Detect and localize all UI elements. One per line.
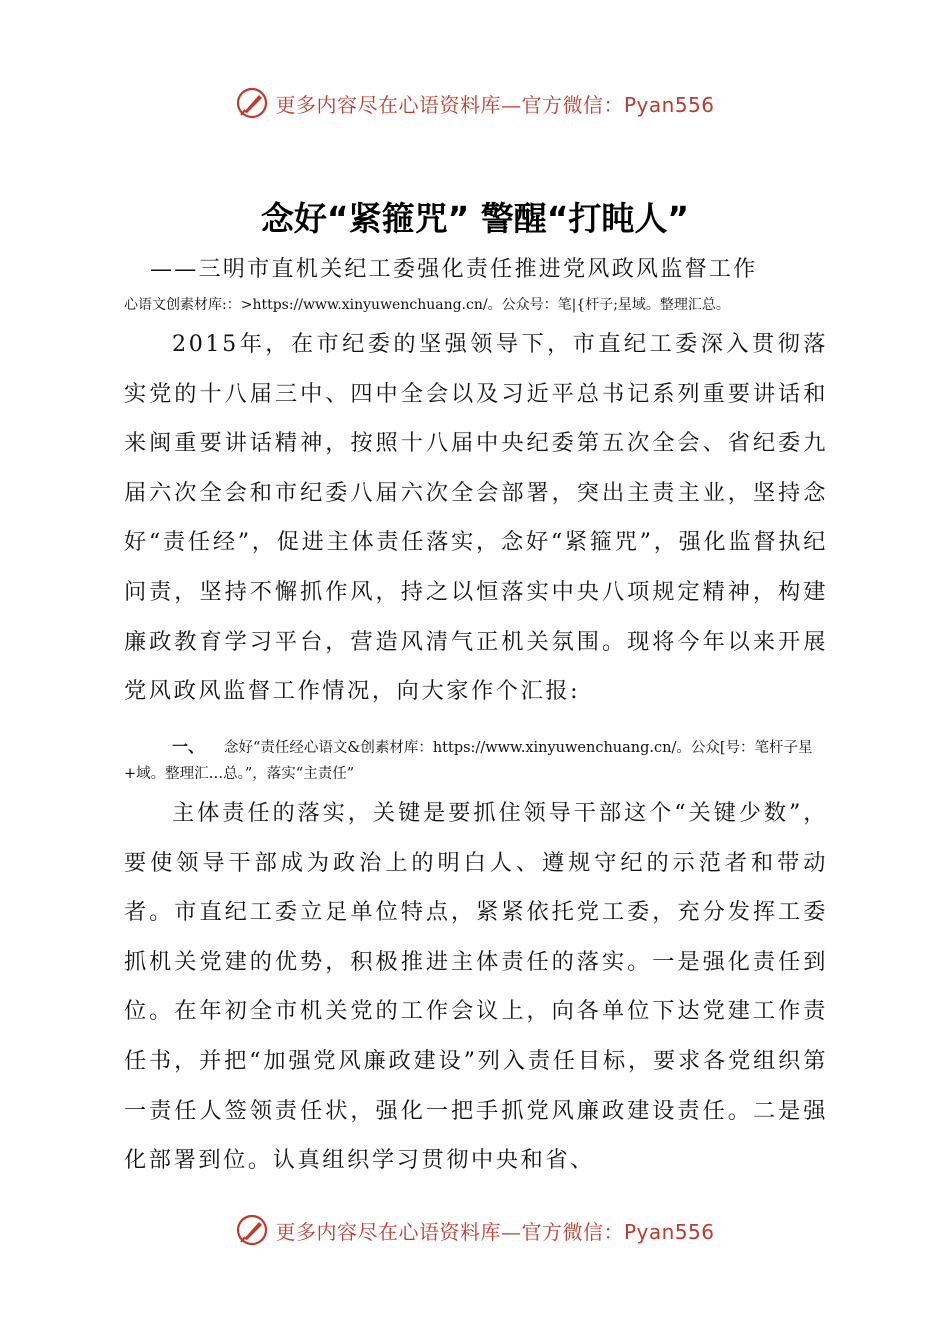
document-subtitle: ——三明市直机关纪工委强化责任推进党风政风监督工作: [150, 257, 758, 282]
section-heading-text: 念好“责任经心语文&创素材库：https://www.xinyuwenchuang.cn/。公众[号：笔杆子星+域。整理汇…总。”，落实“主责任”: [124, 740, 813, 782]
banner-wechat-id: Pyan556: [623, 1219, 715, 1244]
banner-wechat-id: Pyan556: [623, 92, 715, 117]
body-paragraph-2: 主体责任的落实，关键是要抓住领导干部这个“关键少数”，要使领导干部成为政治上的明白人、遵规守纪的示范者和带动者。市直纪工委立足单位特点，紧紧依托党工委，充分发挥工委抓机关党建的优势，积极推进主体责任的落实。一是强化责任到位。在年初全市机关党的工作会议上，向各单位下达党建工作责任书，并把“加强党风廉政建设”列入责任目标，要求各党组织第一责任人签领责任状，强化一把手抓党风廉政建设责任。二是强化部署到位。认真组织学习贯彻中央和省、: [124, 800, 828, 1174]
section-heading-1: [124, 734, 828, 787]
footer-banner: [0, 1210, 950, 1250]
document-title: 念好“紧箍咒” 警醒“打盹人”: [260, 199, 690, 238]
body-paragraph-1: 2015年，在市纪委的坚强领导下，市直纪工委深入贯彻落实党的十八届三中、四中全会以及习近平总书记系列重要讲话和来闽重要讲话精神，按照十八届中央纪委第五次全会、省纪委九届六次全会和市纪委八届六次全会部署，突出主责主业，坚持念好“责任经”，促进主体责任落实，念好“紧箍咒”，强化监督执纪问责，坚持不懈抓作风，持之以恒落实中央八项规定精神，构建廉政教育学习平台，营造风清气正机关氛围。现将今年以来开展党风政风监督工作情况，向大家作个汇报:: [124, 331, 828, 705]
banner-text: 更多内容尽在心语资料库—官方微信：Pyan556: [275, 1219, 715, 1244]
source-note: 心语文创素材库:：>https://www.xinyuwenchuang.cn/。公众号：笔|{杆子;星域。整理汇总。: [124, 297, 730, 313]
section-number: 一、: [172, 737, 205, 756]
quill-logo-icon: [235, 1213, 269, 1247]
banner-text: 更多内容尽在心语资料库—官方微信：Pyan556: [275, 92, 715, 117]
quill-logo-icon: [235, 86, 269, 120]
header-banner: [0, 83, 950, 123]
